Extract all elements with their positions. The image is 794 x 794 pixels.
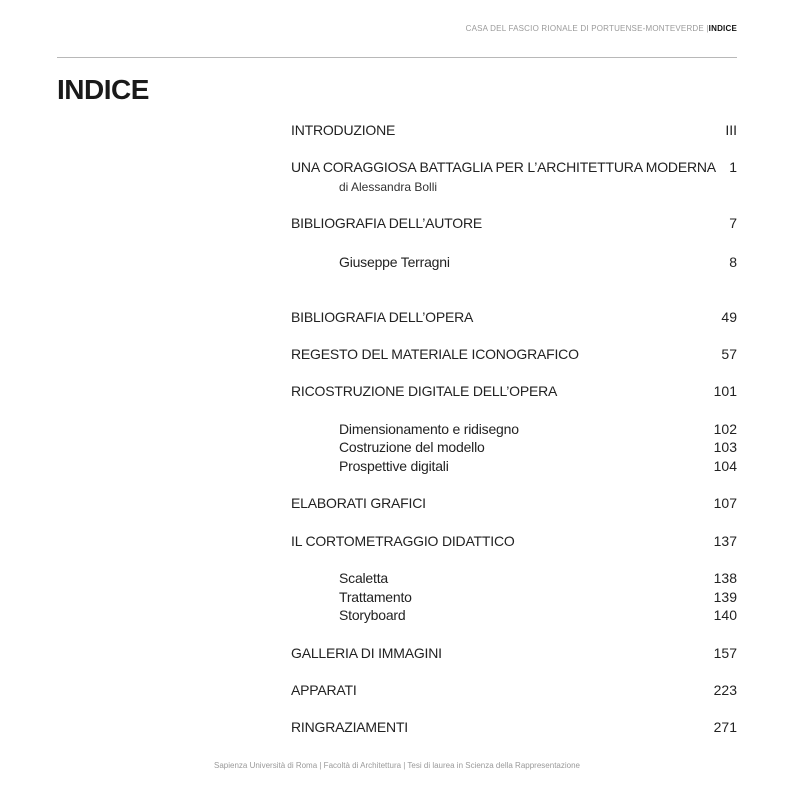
toc-entry-page-number: 107 — [713, 495, 737, 511]
toc-entry-label: REGESTO DEL MATERIALE ICONOGRAFICO — [291, 346, 579, 362]
toc-entry-label: Storyboard — [339, 607, 406, 623]
toc-entry-label: Prospettive digitali — [339, 458, 449, 474]
toc-entry-apparati[interactable] — [291, 682, 737, 702]
toc-entry-page-number: 103 — [713, 439, 737, 455]
toc-entry-label: APPARATI — [291, 682, 357, 698]
toc-entry-label: RICOSTRUZIONE DIGITALE DELL’OPERA — [291, 383, 558, 399]
toc-entry-galleria-immagini[interactable] — [291, 645, 737, 665]
toc-entry-page-number: 157 — [713, 645, 737, 661]
toc-subentry-costruzione-modello[interactable] — [291, 439, 737, 459]
toc-entry-ricostruzione-digitale[interactable] — [291, 383, 737, 403]
toc-entry-page-number: 104 — [713, 458, 737, 474]
toc-subentry-scaletta[interactable] — [291, 570, 737, 590]
toc-subentry-dimensionamento[interactable] — [291, 421, 737, 441]
toc-entry-label: Costruzione del modello — [339, 439, 485, 455]
toc-entry-page-number: 8 — [729, 254, 737, 270]
toc-entry-label: IL CORTOMETRAGGIO DIDATTICO — [291, 533, 515, 549]
toc-entry-introduzione[interactable] — [291, 122, 737, 142]
toc-entry-label: Dimensionamento e ridisegno — [339, 421, 519, 437]
toc-entry-una-coraggiosa-battaglia[interactable] — [291, 159, 737, 179]
running-header-section: INDICE — [708, 24, 737, 33]
toc-entry-page-number: III — [725, 122, 737, 138]
toc-subentry-giuseppe-terragni[interactable] — [291, 254, 737, 274]
toc-entry-regesto[interactable] — [291, 346, 737, 366]
toc-entry-page-number: 102 — [713, 421, 737, 437]
toc-entry-bibliografia-opera[interactable] — [291, 309, 737, 329]
toc-entry-author: di Alessandra Bolli — [339, 180, 438, 194]
toc-entry-page-number: 138 — [713, 570, 737, 586]
toc-entry-label: INTRODUZIONE — [291, 122, 396, 138]
toc-entry-page-number: 271 — [713, 719, 737, 735]
toc-entry-label: UNA CORAGGIOSA BATTAGLIA PER L’ARCHITETTURA MODERNA — [291, 159, 716, 175]
toc-entry-label: Scaletta — [339, 570, 388, 586]
toc-entry-ringraziamenti[interactable] — [291, 719, 737, 739]
toc-entry-page-number: 139 — [713, 589, 737, 605]
toc-entry-page-number: 223 — [713, 682, 737, 698]
page-footer: Sapienza Università di Roma | Facoltà di Architettura | Tesi di laurea in Scienza della Rappresentazione — [214, 761, 580, 770]
toc-subentry-storyboard[interactable] — [291, 607, 737, 627]
toc-entry-elaborati-grafici[interactable] — [291, 495, 737, 515]
toc-entry-bibliografia-autore[interactable] — [291, 215, 737, 235]
header-divider — [57, 57, 737, 58]
running-header — [466, 24, 737, 33]
toc-entry-page-number: 1 — [729, 159, 737, 175]
toc-entry-label: BIBLIOGRAFIA DELL’OPERA — [291, 309, 474, 325]
toc-entry-page-number: 57 — [721, 346, 737, 362]
toc-subentry-prospettive-digitali[interactable] — [291, 458, 737, 478]
toc-entry-page-number: 7 — [729, 215, 737, 231]
toc-entry-page-number: 101 — [713, 383, 737, 399]
toc-entry-page-number: 49 — [721, 309, 737, 325]
toc-entry-label: ELABORATI GRAFICI — [291, 495, 426, 511]
toc-subentry-trattamento[interactable] — [291, 589, 737, 609]
toc-entry-label: BIBLIOGRAFIA DELL’AUTORE — [291, 215, 483, 231]
toc-entry-label: Giuseppe Terragni — [339, 254, 450, 270]
toc-entry-cortometraggio-didattico[interactable] — [291, 533, 737, 553]
toc-entry-label: Trattamento — [339, 589, 412, 605]
page-title: INDICE — [57, 74, 149, 105]
running-header-separator: | — [706, 24, 709, 33]
toc-entry-page-number: 137 — [713, 533, 737, 549]
toc-entry-label: GALLERIA DI IMMAGINI — [291, 645, 442, 661]
toc-entry-label: RINGRAZIAMENTI — [291, 719, 408, 735]
toc-entry-page-number: 140 — [713, 607, 737, 623]
running-header-book-title: CASA DEL FASCIO RIONALE DI PORTUENSE-MONTEVERDE — [465, 24, 704, 33]
